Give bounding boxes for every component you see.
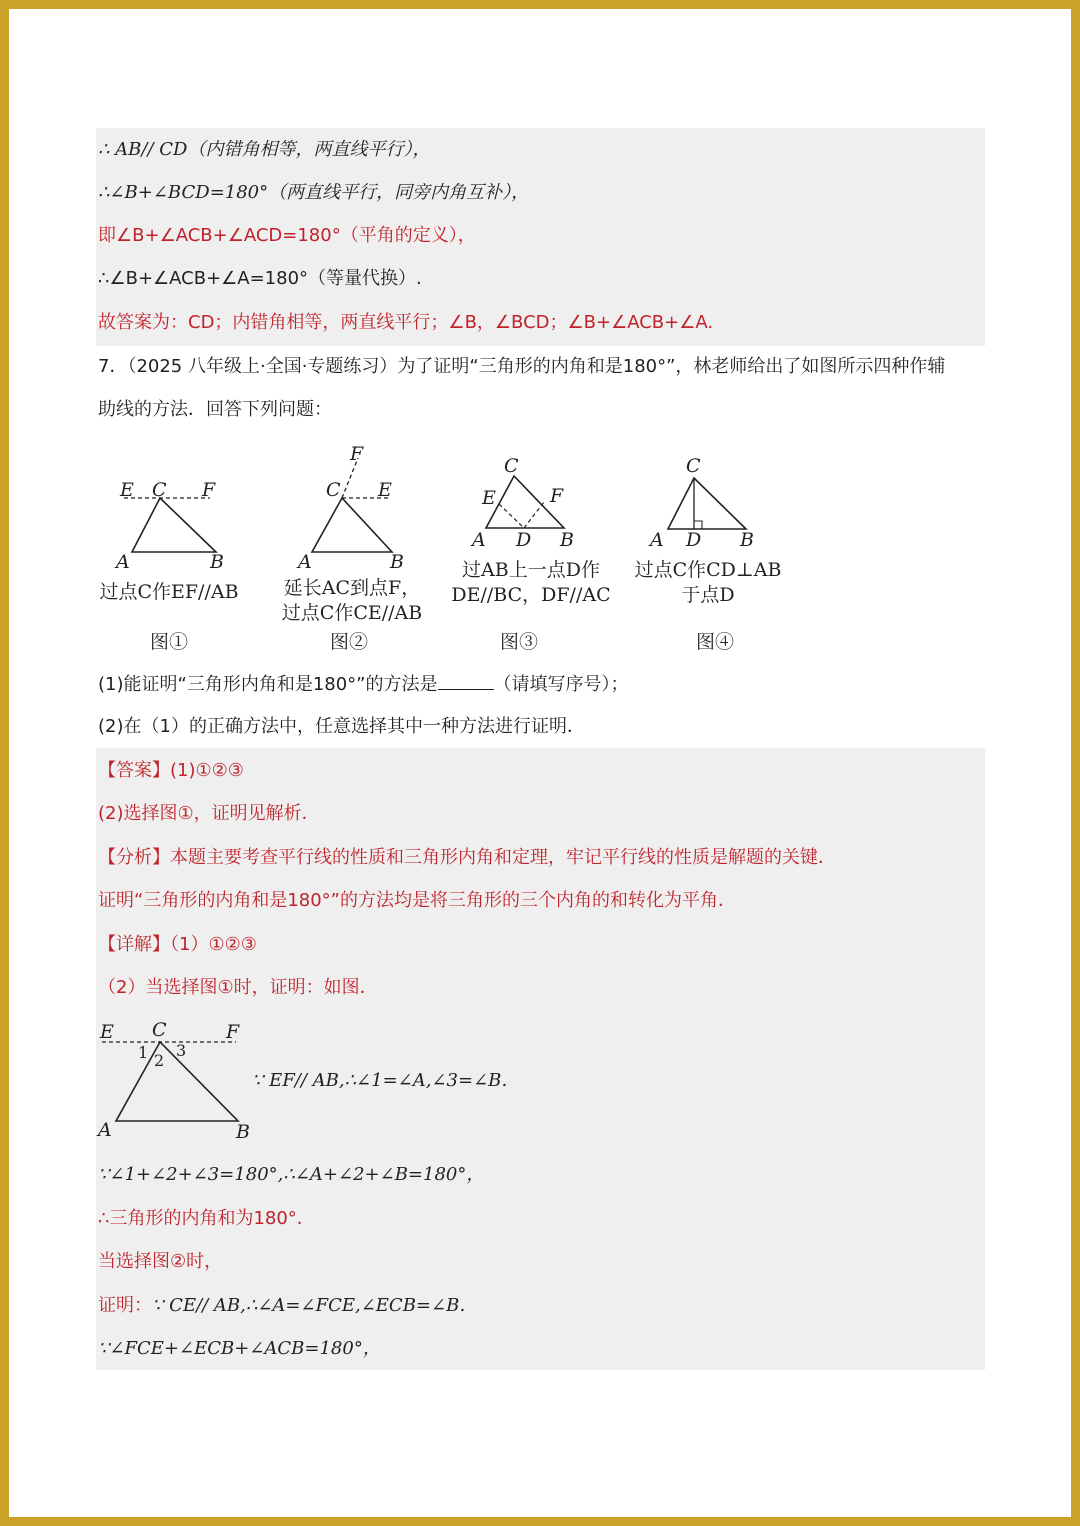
point-B: B (210, 551, 224, 572)
point-F: F (226, 1021, 240, 1043)
point-B: B (236, 1121, 250, 1143)
proof-line-1: ∵ EF// AB,∴∠1=∠A,∠3=∠B． (252, 1070, 520, 1091)
point-C: C (504, 455, 519, 477)
line-df (524, 502, 544, 528)
sub-question-2: (2)在（1）的正确方法中，任意选择其中一种方法进行证明． (98, 716, 585, 737)
point-D: D (686, 529, 702, 551)
point-F: F (550, 485, 564, 507)
line-flat-angle: 即∠B+∠ACB+∠ACD=180°（平角的定义）， (98, 225, 476, 246)
point-C: C (326, 479, 341, 501)
line-answer-summary: 故答案为：CD；内错角相等，两直线平行；∠B，∠BCD；∠B+∠ACB+∠A. (98, 312, 714, 333)
line-de (499, 504, 524, 528)
proof-line-3: ∴三角形的内角和为180°． (98, 1208, 315, 1229)
figure-3-diagram (468, 452, 588, 552)
triangle-abc (668, 478, 746, 529)
point-C: C (152, 1019, 167, 1041)
figure-1-label: 图① (149, 631, 188, 653)
sub-question-1: (1)能证明“三角形内角和是180°”的方法是 （请填写序号）； (98, 671, 629, 698)
right-angle-mark (694, 521, 702, 529)
point-E: E (100, 1021, 114, 1043)
point-B: B (740, 529, 754, 551)
point-C: C (686, 455, 701, 477)
point-B: B (390, 551, 404, 572)
point-A: A (650, 529, 664, 551)
figure-3-desc2: DE//BC，DF//AC (451, 584, 611, 606)
answer-line-2: (2)选择图①，证明见解析． (98, 803, 320, 824)
figure-2-diagram (292, 440, 422, 572)
figure-1-diagram (112, 472, 232, 572)
answer-line: 【答案】(1)①②③ (98, 760, 244, 781)
point-A: A (116, 551, 130, 572)
proof-line-4: 当选择图②时， (98, 1251, 223, 1272)
point-B: B (560, 529, 574, 551)
figure-2-desc1: 延长AC到点F， (283, 577, 421, 599)
answer-blank (438, 671, 494, 690)
angle-3-label: 3 (176, 1041, 187, 1060)
point-A: A (472, 529, 486, 551)
point-E: E (378, 479, 392, 501)
proof-line-6: ∵∠FCE+∠ECB+∠ACB=180°， (98, 1338, 381, 1359)
point-F: F (350, 443, 364, 465)
point-D: D (516, 529, 532, 551)
figure-2-desc2: 过点C作CE//AB (281, 602, 423, 624)
detail-line-1: 【详解】（1）①②③ (98, 934, 257, 955)
proof-line-5: 证明：∵ CE// AB,∴∠A=∠FCE,∠ECB=∠B． (98, 1295, 478, 1316)
figure-4-desc1: 过点C作CD⊥AB (634, 559, 782, 581)
figure-3-desc1: 过AB上一点D作 (462, 559, 600, 581)
question-7-line1: 7．（2025 八年级上·全国·专题练习）为了证明“三角形的内角和是180°”，林老师给出了如图所示四种作辅 (98, 356, 946, 377)
point-F: F (202, 479, 216, 501)
point-C: C (152, 479, 167, 501)
line-ab-cd: ∴ AB// CD（内错角相等，两直线平行）， (98, 139, 431, 160)
analysis-line-1: 【分析】本题主要考查平行线的性质和三角形内角和定理，牢记平行线的性质是解题的关键． (98, 847, 836, 868)
angle-2-label: 2 (154, 1051, 165, 1070)
point-E: E (482, 487, 496, 509)
figure-1-desc: 过点C作EF//AB (99, 581, 239, 603)
figure-4-diagram (646, 452, 766, 552)
proof-figure-diagram (96, 1016, 266, 1146)
line-b-bcd: ∴∠B+∠BCD=180°（两直线平行，同旁内角互补）， (98, 182, 530, 203)
point-E: E (120, 479, 134, 501)
figure-2-label: 图② (329, 631, 368, 653)
figure-4-label: 图④ (695, 631, 734, 653)
proof-line-2: ∵∠1+∠2+∠3=180°,∴∠A+∠2+∠B=180°， (98, 1164, 485, 1185)
figure-3-label: 图③ (499, 631, 538, 653)
line-substitution: ∴∠B+∠ACB+∠A=180°（等量代换）. (98, 268, 422, 289)
point-A: A (298, 551, 312, 572)
figure-4-desc2: 于点D (681, 584, 735, 606)
detail-line-2: （2）当选择图①时，证明：如图． (98, 977, 378, 998)
triangle-abc (312, 498, 392, 552)
question-7-line2: 助线的方法．回答下列问题： (98, 399, 332, 420)
point-A: A (98, 1119, 112, 1141)
angle-1-label: 1 (138, 1043, 149, 1062)
triangle-abc (132, 498, 216, 552)
analysis-line-2: 证明“三角形的内角和是180°”的方法均是将三角形的三个内角的和转化为平角． (98, 890, 737, 911)
